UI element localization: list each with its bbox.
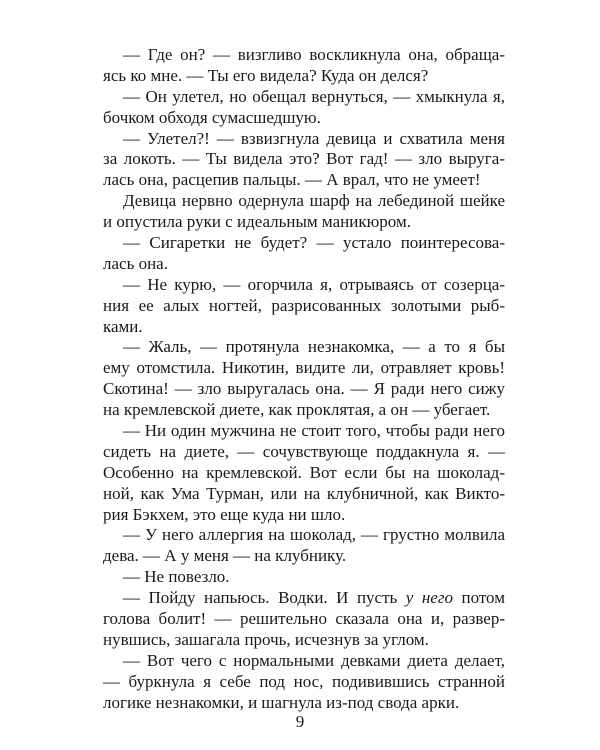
text-segment: за локоть. — Ты видела это? Вот гад! — зло выруга- (103, 149, 505, 169)
text-segment: ной, как Ума Турман, или на клубничной, как Викто- (103, 483, 505, 503)
text-line (103, 358, 505, 379)
text-line (103, 254, 505, 275)
text-segment: — Не повезло. (123, 567, 230, 587)
text-line (103, 672, 505, 693)
text-line (103, 212, 505, 233)
text-segment: лась она. (103, 253, 168, 273)
text-line (103, 651, 505, 672)
text-line (103, 66, 505, 87)
text-segment: ясь ко мне. — Ты его видела? Куда он делся? (103, 65, 429, 85)
body-text (103, 45, 505, 714)
text-line (103, 129, 505, 150)
text-line (103, 484, 505, 505)
text-segment: ния ее алых ногтей, разрисованных золотыми рыб- (103, 295, 505, 315)
text-segment: потом (452, 588, 505, 608)
text-line (103, 233, 505, 254)
text-segment: — Улетел?! — взвизгнула девица и схватила меня (123, 128, 505, 148)
text-segment: и опустила руки с идеальным маникюром. (103, 212, 411, 232)
text-line (103, 317, 505, 338)
text-segment: — Где он? — визгливо воскликнула она, обраща- (123, 45, 505, 64)
text-line (103, 609, 505, 630)
text-segment: ками. (103, 316, 143, 336)
text-segment: голова болит! — решительно сказала она и, развер- (103, 609, 505, 629)
text-line (103, 191, 505, 212)
text-line (103, 400, 505, 421)
text-line (103, 588, 505, 609)
text-line (103, 567, 505, 588)
text-line (103, 337, 505, 358)
text-segment: — Ни один мужчина не стоит того, чтобы ради него (123, 421, 505, 441)
text-segment: бочком обходя сумасшедшую. (103, 107, 321, 127)
text-segment: — Вот чего с нормальными девками диета делает, (123, 650, 505, 670)
text-segment: — Не курю, — огорчила я, отрываясь от созерца- (123, 274, 505, 294)
text-line (103, 463, 505, 484)
text-segment: Особенно на кремлевской. Вот если бы на шоколад- (103, 462, 505, 482)
text-line (103, 275, 505, 296)
text-line (103, 525, 505, 546)
text-line (103, 45, 505, 66)
text-segment: на кремлевской диете, как проклятая, а он — убегает. (103, 400, 491, 420)
italic-emphasis: у него (405, 588, 453, 608)
text-segment: — Сигаретки не будет? — устало поинтересова- (123, 233, 505, 253)
text-segment: — У него аллергия на шоколад, — грустно молвила (123, 525, 505, 545)
text-segment: Скотина! — зло выругалась она. — Я ради него сижу (103, 379, 505, 399)
text-line (103, 149, 505, 170)
text-line (103, 296, 505, 317)
text-line (103, 546, 505, 567)
text-segment: ему отомстила. Никотин, видите ли, отравляет кровь! (103, 358, 505, 378)
text-segment: — Он улетел, но обещал вернуться, — хмыкнула я, (123, 86, 505, 106)
text-line (103, 421, 505, 442)
page-number: 9 (295, 712, 305, 731)
text-line (103, 442, 505, 463)
text-segment: сидеть на диете, — сочувствующе поддакнула я. — (103, 441, 505, 461)
text-line (103, 630, 505, 651)
text-line (103, 87, 505, 108)
text-segment: — буркнула я себе под нос, подивившись странной (103, 671, 505, 691)
text-line (103, 108, 505, 129)
text-segment: нувшись, зашагала прочь, исчезнув за углом. (103, 629, 429, 649)
text-segment: лась она, расцепив пальцы. — А врал, что не умеет! (103, 170, 481, 190)
text-segment: логике незнакомки, и шагнула из-под свода арки. (103, 692, 460, 712)
text-segment: — Пойду напьюсь. Водки. И пусть (123, 588, 406, 608)
text-segment: рия Бэкхем, это еще куда ни шло. (103, 504, 346, 524)
text-line (103, 170, 505, 191)
text-line (103, 505, 505, 526)
text-segment: дева. — А у меня — на клубнику. (103, 546, 347, 566)
text-segment: Девица нервно одернула шарф на лебединой шейке (123, 191, 505, 211)
text-segment: — Жаль, — протянула незнакомка, — а то я бы (123, 337, 505, 357)
text-line (103, 379, 505, 400)
text-line (103, 693, 505, 714)
